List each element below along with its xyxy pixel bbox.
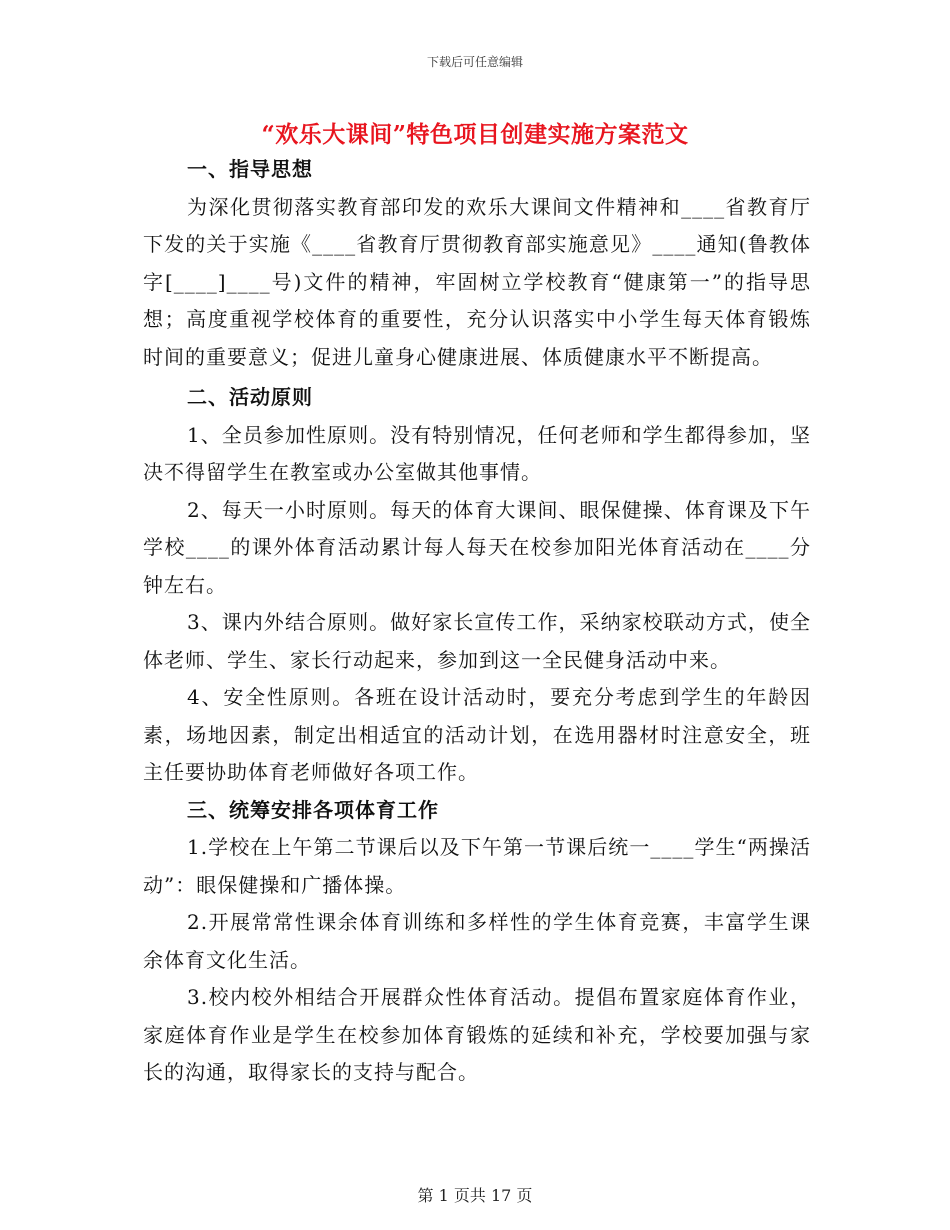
document-body — [143, 151, 811, 1092]
paragraph: 3.校内校外相结合开展群众性体育活动。提倡布置家庭体育作业，家庭体育作业是学生在校参加体育锻炼的延续和补充，学校要加强与家长的沟通，取得家长的支持与配合。 — [143, 985, 811, 1084]
paragraph: 为深化贯彻落实教育部印发的欢乐大课间文件精神和____省教育厅下发的关于实施《____省教育厅贯彻教育部实施意见》____通知(鲁教体字[____]____号)文件的精神，牢固树立学校教育“健康第一”的指导思想；高度重视学校体育的重要性，充分认识落实中小学生每天体育锻炼时间的重要意义；促进儿童身心健康进展、体质健康水平不断提高。 — [143, 194, 811, 369]
paragraph: 3、课内外结合原则。做好家长宣传工作，采纳家校联动方式，使全体老师、学生、家长行动起来，参加到这一全民健身活动中来。 — [143, 610, 811, 672]
document-title: “欢乐大课间”特色项目创建实施方案范文 — [261, 121, 689, 148]
section-heading: 三、统筹安排各项体育工作 — [187, 797, 439, 822]
page-footer: 第 1 页共 17 页 — [417, 1186, 533, 1205]
paragraph: 1.学校在上午第二节课后以及下午第一节课后统一____学生“两操活动”：眼保健操和广播体操。 — [143, 835, 811, 897]
paragraph: 4、安全性原则。各班在设计活动时，要充分考虑到学生的年龄因素，场地因素，制定出相适宜的活动计划，在选用器材时注意安全，班主任要协助体育老师做好各项工作。 — [143, 685, 811, 784]
page-header: 下载后可任意编辑 — [426, 55, 523, 69]
section-heading: 一、指导思想 — [187, 157, 313, 181]
paragraph: 1、全员参加性原则。没有特别情况，任何老师和学生都得参加，坚决不得留学生在教室或办公室做其他事情。 — [143, 422, 811, 484]
paragraph: 2.开展常常性课余体育训练和多样性的学生体育竞赛，丰富学生课余体育文化生活。 — [143, 910, 811, 972]
section-heading: 二、活动原则 — [187, 385, 313, 409]
paragraph: 2、每天一小时原则。每天的体育大课间、眼保健操、体育课及下午学校____的课外体育活动累计每人每天在校参加阳光体育活动在____分钟左右。 — [143, 497, 811, 597]
